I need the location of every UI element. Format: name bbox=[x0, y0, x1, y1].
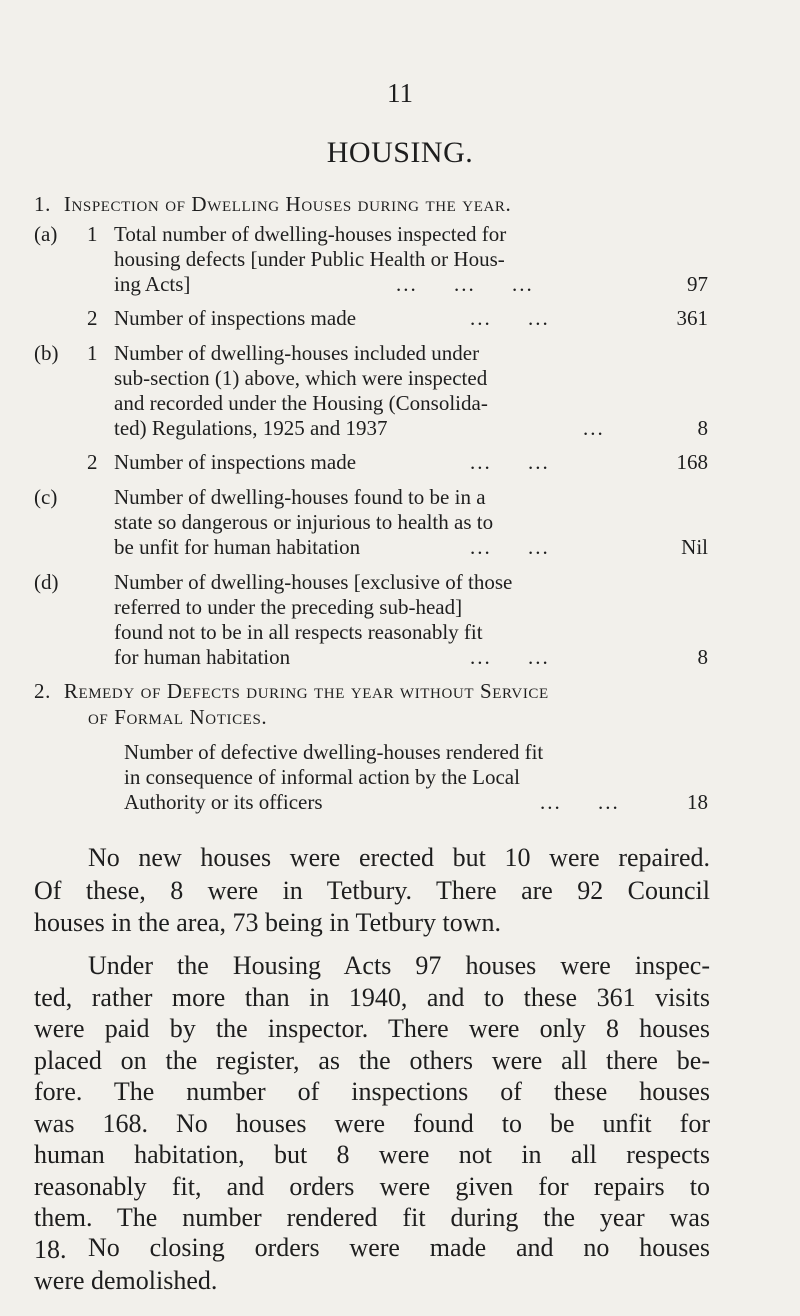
section-1-title: Inspection of Dwelling Houses during the year. bbox=[63, 192, 512, 216]
paragraph-line: fore. The number of inspections of these houses bbox=[34, 1077, 710, 1106]
leader-dots: ... bbox=[583, 416, 605, 440]
item-text-line: Number of dwelling-houses found to be in a bbox=[114, 485, 486, 509]
paragraph-line: placed on the register, as the others were all there be- bbox=[34, 1045, 710, 1075]
item-text-line: ing Acts] bbox=[114, 272, 191, 296]
item-text-line: Number of dwelling-houses included under bbox=[114, 341, 480, 365]
section-2-number: 2. bbox=[34, 679, 51, 703]
section-2-heading-continued: of Formal Notices. bbox=[88, 705, 268, 729]
section-1-heading bbox=[34, 192, 511, 217]
item-sub-number: 2 bbox=[87, 306, 98, 330]
item-sub-number: 1 bbox=[87, 341, 98, 365]
paragraph-line: human habitation, but 8 were not in all respects bbox=[34, 1140, 710, 1169]
paragraph-closing-orders bbox=[34, 1232, 710, 1297]
item-value: 8 bbox=[697, 416, 708, 440]
remedy-value: 18 bbox=[687, 790, 708, 814]
paragraph-line: were paid by the inspector. There were only 8 houses bbox=[34, 1014, 710, 1043]
page-number: 11 bbox=[387, 78, 413, 108]
leader-dots: ... ... bbox=[540, 790, 620, 814]
page-title: HOUSING. bbox=[326, 136, 474, 169]
leader-dots: ... ... bbox=[470, 535, 550, 559]
item-text-line: housing defects [under Public Health or Hous- bbox=[114, 247, 505, 271]
item-text-line: and recorded under the Housing (Consolida- bbox=[114, 391, 488, 415]
paragraph-line: Of these, 8 were in Tetbury. There are 92 Council bbox=[34, 875, 710, 905]
item-text bbox=[114, 341, 654, 441]
item-text-line: referred to under the preceding sub-head] bbox=[114, 595, 463, 619]
item-value: 168 bbox=[676, 450, 708, 474]
item-letter: (a) bbox=[34, 222, 58, 246]
paragraph-line: Under the Housing Acts 97 houses were inspec- bbox=[88, 951, 710, 980]
leader-dots: ... ... bbox=[470, 645, 550, 669]
item-text bbox=[114, 222, 654, 297]
item-text-line: Number of dwelling-houses [exclusive of those bbox=[114, 570, 513, 594]
leader-dots: ... ... bbox=[470, 450, 550, 474]
paragraph-line: houses in the area, 73 being in Tetbury town. bbox=[34, 908, 502, 937]
item-value: 8 bbox=[697, 645, 708, 669]
item-text-line: state so dangerous or injurious to health as to bbox=[114, 510, 494, 534]
item-text-line: found not to be in all respects reasonably fit bbox=[114, 620, 483, 644]
paragraph-new-houses bbox=[34, 842, 710, 940]
item-text-line: for human habitation bbox=[114, 645, 291, 669]
paragraph-housing-acts bbox=[34, 950, 710, 1265]
item-text-line: Number of inspections made bbox=[114, 306, 357, 330]
item-text-line: Total number of dwelling-houses inspected for bbox=[114, 222, 507, 246]
item-value: Nil bbox=[681, 535, 708, 559]
leader-dots: ... ... ... bbox=[396, 272, 534, 296]
paragraph-line: were demolished. bbox=[34, 1265, 218, 1295]
item-text-line: Number of inspections made bbox=[114, 450, 357, 474]
item-text bbox=[114, 306, 654, 331]
item-text-line: sub-section (1) above, which were inspected bbox=[114, 366, 488, 390]
paragraph-line: was 168. No houses were found to be unfit for bbox=[34, 1108, 710, 1138]
remedy-text-line: Number of defective dwelling-houses rendered fit bbox=[124, 740, 544, 764]
item-sub-number: 2 bbox=[87, 450, 98, 474]
item-text-line: be unfit for human habitation bbox=[114, 535, 361, 559]
paragraph-line: ted, rather more than in 1940, and to these 361 visits bbox=[34, 982, 710, 1012]
remedy-text-line: in consequence of informal action by the Local bbox=[124, 765, 520, 789]
item-text bbox=[114, 485, 654, 560]
item-value: 97 bbox=[687, 272, 708, 296]
leader-dots: ... ... bbox=[470, 306, 550, 330]
paragraph-line: No new houses were erected but 10 were repaired. bbox=[88, 843, 710, 872]
item-sub-number: 1 bbox=[87, 222, 98, 246]
item-letter: (d) bbox=[34, 570, 59, 594]
item-text bbox=[114, 450, 654, 475]
section-1-number: 1. bbox=[34, 192, 51, 216]
item-text bbox=[114, 570, 654, 670]
paragraph-line: reasonably fit, and orders were given for repairs to bbox=[34, 1171, 710, 1201]
paragraph-line: No closing orders were made and no houses bbox=[88, 1233, 710, 1262]
item-letter: (c) bbox=[34, 485, 58, 509]
item-text-line: ted) Regulations, 1925 and 1937 bbox=[114, 416, 388, 440]
section-2-title: Remedy of Defects during the year without Service bbox=[63, 679, 549, 703]
item-value: 361 bbox=[676, 306, 708, 330]
remedy-text-line: Authority or its officers bbox=[124, 790, 323, 814]
paragraph-line: 18. bbox=[34, 1234, 67, 1264]
item-letter: (b) bbox=[34, 341, 59, 365]
paragraph-line: them. The number rendered fit during the year was bbox=[34, 1203, 710, 1232]
section-2-heading bbox=[34, 679, 549, 704]
